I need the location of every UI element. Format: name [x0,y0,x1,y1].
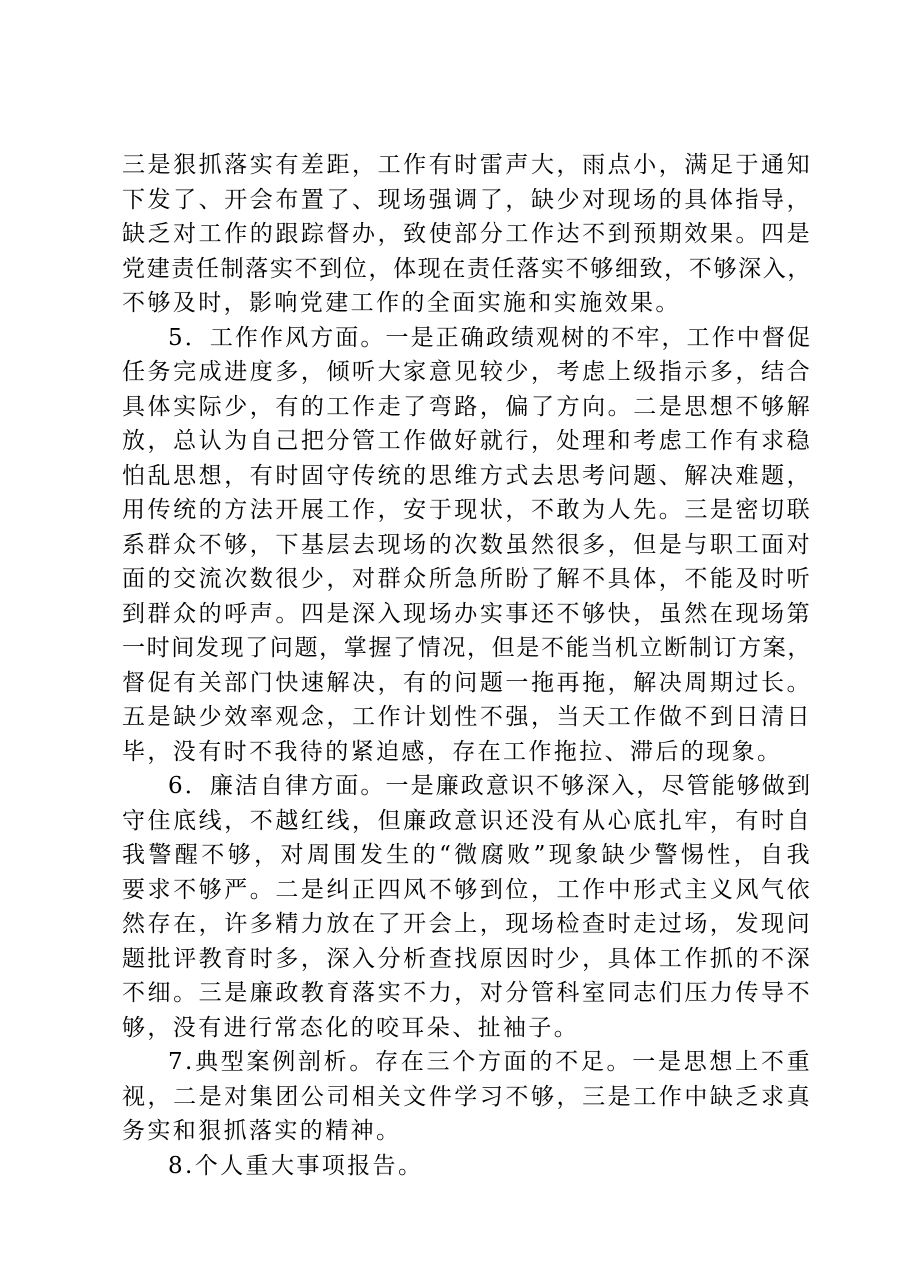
text-line: 任务完成进度多，倾听大家意见较少，考虑上级指示多，结合 [122,359,812,385]
text-line: 督促有关部门快速解决，有的问题一拖再拖，解决周期过长。 [122,669,812,696]
text-line: 务实和狠抓落实的精神。 [122,1118,402,1144]
text-line: 不够及时，影响党建工作的全面实施和实施效果。 [122,290,681,316]
text-line: 党建责任制落实不到位，体现在责任落实不够细致，不够深入， [122,255,812,282]
text-line: 怕乱思想，有时固守传统的思维方式去思考问题、解决难题， [122,462,812,489]
text-line: 下发了、开会布置了、现场强调了，缺少对现场的具体指导， [122,186,812,213]
document-body [122,148,812,1183]
text-line: 不细。三是廉政教育落实不力，对分管科室同志们压力传导不 [122,980,812,1006]
text-line: 5．工作作风方面。一是正确政绩观树的不牢，工作中督促 [168,324,812,351]
text-line: 视，二是对集团公司相关文件学习不够，三是工作中缺乏求真 [122,1083,812,1110]
text-line: 系群众不够，下基层去现场的次数虽然很多，但是与职工面对 [122,531,812,558]
text-line: 然存在，许多精力放在了开会上，现场检查时走过场，发现问 [122,911,812,937]
text-line: 面的交流次数很少，对群众所急所盼了解不具体，不能及时听 [122,566,812,592]
text-line: 具体实际少，有的工作走了弯路，偏了方向。二是思想不够解 [122,393,812,420]
text-line: 6．廉洁自律方面。一是廉政意识不够深入，尽管能够做到 [168,773,812,799]
text-line: 一时间发现了问题，掌握了情况，但是不能当机立断制订方案， [122,635,812,661]
text-line: 7.典型案例剖析。存在三个方面的不足。一是思想上不重 [168,1049,812,1075]
text-line: 缺乏对工作的跟踪督办，致使部分工作达不到预期效果。四是 [122,221,812,247]
text-line: 守住底线，不越红线，但廉政意识还没有从心底扎牢，有时自 [122,807,812,834]
text-line: 用传统的方法开展工作，安于现状，不敢为人先。三是密切联 [122,497,812,523]
text-line: 够，没有进行常态化的咬耳朵、扯袖子。 [122,1014,580,1041]
text-line: 放，总认为自己把分管工作做好就行，处理和考虑工作有求稳 [122,428,812,454]
text-line: 五是缺少效率观念，工作计划性不强，当天工作做不到日清日 [122,704,812,730]
text-line: 8.个人重大事项报告。 [168,1152,424,1179]
text-line: 我警醒不够，对周围发生的“微腐败”现象缺少警惕性，自我 [122,842,812,868]
text-line: 要求不够严。二是纠正四风不够到位，工作中形式主义风气依 [122,876,812,903]
text-line: 三是狠抓落实有差距，工作有时雷声大，雨点小，满足于通知 [122,152,812,178]
text-line: 题批评教育时多，深入分析查找原因时少，具体工作抓的不深 [122,945,812,972]
text-line: 毕，没有时不我待的紧迫感，存在工作拖拉、滞后的现象。 [122,738,783,765]
text-line: 到群众的呼声。四是深入现场办实事还不够快，虽然在现场第 [122,600,812,627]
